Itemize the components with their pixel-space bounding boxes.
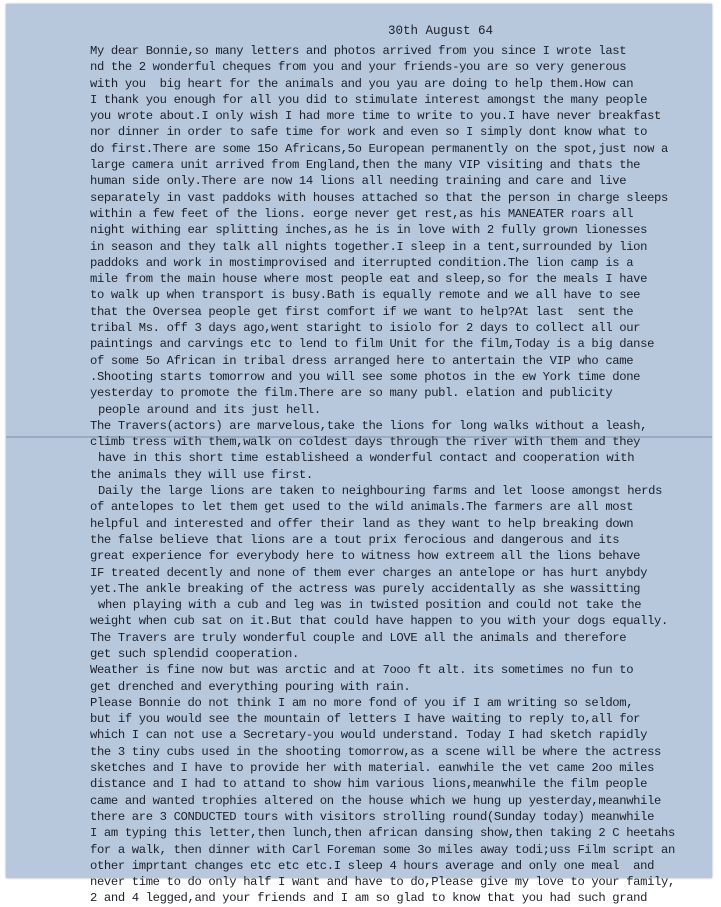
letter-line: Weather is fine now but was arctic and at 7ooo ft alt. its sometimes no fun to xyxy=(90,663,634,678)
letter-line: the animals they will use first. xyxy=(90,467,313,482)
letter-line: separately in vast paddoks with houses attached so that the person in charge sleeps xyxy=(90,190,668,205)
letter-date: 30th August 64 xyxy=(388,24,494,38)
letter-page xyxy=(6,4,712,906)
letter-line: within a few feet of the lions. eorge never get rest,as his MANEATER roars all xyxy=(90,206,634,221)
letter-line: other imprtant changes etc etc etc.I sleep 4 hours average and only one meal and xyxy=(90,858,655,873)
letter-line: you wrote about.I only wish I had more time to write to you.I have never breakfast xyxy=(90,109,662,124)
letter-line: nor dinner in order to safe time for work and even so I simply dont know what to xyxy=(90,125,648,140)
letter-line: human side only.There are now 14 lions all needing training and care and live xyxy=(90,174,627,189)
letter-line: climb tress with them,walk on coldest days through the river with them and they xyxy=(90,435,641,450)
letter-line: IF treated decently and none of them ever charges an antelope or has hurt anybdy xyxy=(90,565,648,580)
letter-line: for a walk, then dinner with Carl Foreman some 3o miles away todi;uss Film script an xyxy=(90,842,675,857)
letter-line: there are 3 CONDUCTED tours with visitors strolling round(Sunday today) meanwhile xyxy=(90,809,655,824)
letter-line: the false believe that lions are a tout prix ferocious and dangerous and its xyxy=(90,532,620,547)
letter-line: yet.The ankle breaking of the actress was purely accidentally as she wassitting xyxy=(90,581,641,596)
letter-line: have in this short time establisheed a wonderful contact and cooperation with xyxy=(98,451,635,466)
letter-line: in season and they talk all nights together.I sleep in a tent,surrounded by lion xyxy=(90,239,648,254)
letter-line: which I can not use a Secretary-you would understand. Today I had sketch rapidly xyxy=(90,728,648,743)
letter-line: get drenched and everything pouring with rain. xyxy=(90,679,411,694)
letter-line: the 3 tiny cubs used in the shooting tomorrow,as a scene will be where the actress xyxy=(90,744,662,759)
letter-line: The Travers(actors) are marvelous,take the lions for long walks without a leash, xyxy=(90,418,648,433)
letter-line: I am typing this letter,then lunch,then african dansing show,then taking 2 C heetahs xyxy=(90,826,675,841)
letter-line: Daily the large lions are taken to neighbouring farms and let loose amongst herds xyxy=(98,484,663,499)
letter-line: to walk up when transport is busy.Bath is equally remote and we all have to see xyxy=(90,288,641,303)
letter-line: 2 and 4 legged,and your friends and I am so glad to know that you had such grand xyxy=(90,891,648,906)
letter-line: nd the 2 wonderful cheques from you and your friends-you are so very generous xyxy=(90,60,627,75)
letter-line: The Travers are truly wonderful couple and LOVE all the animals and therefore xyxy=(90,630,627,645)
letter-line: mile from the main house where most people eat and sleep,so for the meals I have xyxy=(90,272,648,287)
letter-line: of antelopes to let them get used to the wild animals.The farmers are all most xyxy=(90,500,634,515)
letter-line: great experience for everybody here to witness how extreem all the lions behave xyxy=(90,549,641,564)
letter-line: that the Oversea people get first comfort if we want to help?At last sent the xyxy=(90,304,634,319)
letter-line: when playing with a cub and leg was in twisted position and could not take the xyxy=(98,598,642,613)
letter-line: do first.There are some 15o Africans,5o European permanently on the spot,just now a xyxy=(90,141,668,156)
letter-line: of some 5o African in tribal dress arranged here to antertain the VIP who came xyxy=(90,353,634,368)
letter-body xyxy=(90,43,708,907)
letter-line: Please Bonnie do not think I am no more fond of you if I am writing so seldom, xyxy=(90,695,634,710)
letter-line: never time to do only half I want and have to do,Please give my love to your family, xyxy=(90,875,675,890)
letter-line: with you big heart for the animals and you yau are doing to help them.How can xyxy=(90,76,634,91)
letter-line: paintings and carvings etc to lend to film Unit for the film,Today is a big danse xyxy=(90,337,655,352)
letter-line: I thank you enough for all you did to stimulate interest amongst the many people xyxy=(90,92,648,107)
letter-line: weight when cub sat on it.But that could have happen to you with your dogs equally. xyxy=(90,614,668,629)
letter-line: came and wanted trophies altered on the house which we hung up yesterday,meanwhile xyxy=(90,793,662,808)
letter-line: helpful and interested and offer their land as they want to help breaking down xyxy=(90,516,634,531)
letter-line: night withing ear splitting inches,as he is in love with 2 fully grown lionesses xyxy=(90,223,648,238)
letter-line: .Shooting starts tomorrow and you will see some photos in the ew York time done xyxy=(90,369,641,384)
letter-line: distance and I had to attand to show him various lions,meanwhile the film people xyxy=(90,777,648,792)
letter-line: people around and its just hell. xyxy=(98,402,321,417)
letter-line: tribal Ms. off 3 days ago,went staright to isiolo for 2 days to collect all our xyxy=(90,321,641,336)
letter-line: large camera unit arrived from England,then the many VIP visiting and thats the xyxy=(90,158,641,173)
letter-line: yesterday to promote the film.There are so many publ. elation and publicity xyxy=(90,386,613,401)
letter-line: but if you would see the mountain of letters I have waiting to reply to,all for xyxy=(90,712,641,727)
letter-line: get such splendid cooperation. xyxy=(90,646,299,661)
letter-line: sketches and I have to provide her with material. eanwhile the vet came 2oo miles xyxy=(90,761,655,776)
letter-line: My dear Bonnie,so many letters and photos arrived from you since I wrote last xyxy=(90,44,627,58)
letter-line: paddoks and work in mostimprovised and iterrupted condition.The lion camp is a xyxy=(90,255,634,270)
